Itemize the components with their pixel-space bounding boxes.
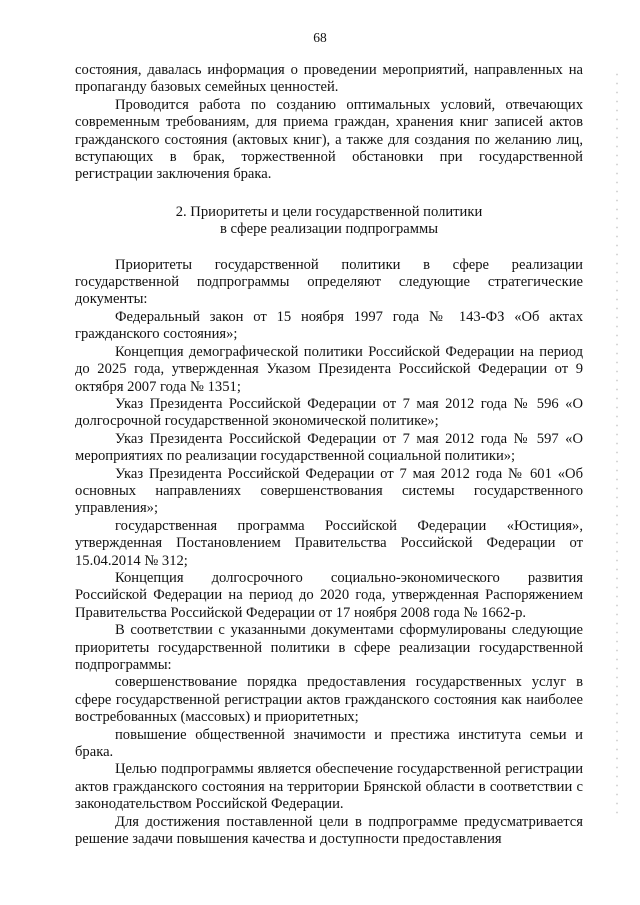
paragraph: повышение общественной значимости и престижа института семьи и брака. <box>75 726 583 761</box>
paragraph: В соответствии с указанными документами сформулированы следующие приоритеты государственной политики в сфере реализации государственной подпрограммы: <box>75 622 583 673</box>
section-heading <box>75 204 583 239</box>
paragraph: Указ Президента Российской Федерации от 7 мая 2012 года № 601 «Об основных направлениях совершенствования системы государственного управления»; <box>75 465 583 517</box>
paragraph: Указ Президента Российской Федерации от 7 мая 2012 года № 596 «О долгосрочной государственной экономической политике»; <box>75 395 583 430</box>
paragraph: Приоритеты государственной политики в сфере реализации государственной подпрограммы определяют следующие стратегические документы: <box>75 256 583 308</box>
document-body <box>75 62 583 848</box>
section-heading-line: 2. Приоритеты и цели государственной политики <box>175 203 483 220</box>
paragraph: Концепция демографической политики Российской Федерации на период до 2025 года, утвержденная Указом Президента Российской Федерации от 9 октября 2007 года № 1351; <box>75 343 583 395</box>
paragraph: состояния, давалась информация о проведении мероприятий, направленных на пропаганду базовых семейных ценностей. <box>75 62 583 96</box>
paragraph: Для достижения поставленной цели в подпрограмме предусматривается решение задачи повышения качества и доступности предоставления <box>75 813 583 848</box>
paragraph: совершенствование порядка предоставления государственных услуг в сфере государственной регистрации актов гражданского состояния как наиболее востребованных (массовых) и приоритетных; <box>75 674 583 726</box>
paragraph: государственная программа Российской Федерации «Юстиция», утвержденная Постановлением Правительства Российской Федерации от 15.04.2014 № 312; <box>75 517 583 569</box>
page-number: 68 <box>313 30 327 45</box>
scan-edge-artifact <box>616 70 618 820</box>
section-heading-line: в сфере реализации подпрограммы <box>219 221 439 238</box>
paragraph: Федеральный закон от 15 ноября 1997 года № 143-ФЗ «Об актах гражданского состояния»; <box>75 308 583 343</box>
paragraph: Указ Президента Российской Федерации от 7 мая 2012 года № 597 «О мероприятиях по реализации государственной социальной политики»; <box>75 430 583 465</box>
paragraph: Концепция долгосрочного социально-экономического развития Российской Федерации на период до 2020 года, утвержденная Распоряжением Правительства Российской Федерации от 17 ноября 2008 года № 1662-р. <box>75 569 583 621</box>
paragraph: Целью подпрограммы является обеспечение государственной регистрации актов гражданского состояния на территории Брянской области в соответствии с законодательством Российской Федерации. <box>75 761 583 813</box>
paragraph: Проводится работа по созданию оптимальных условий, отвечающих современным требованиям, для приема граждан, хранения книг записей актов гражданского состояния (актовых книг), а также для создания по желанию лиц, вступающих в брак, торжественной обстановки при государственной регистрации заключения брака. <box>75 96 583 183</box>
